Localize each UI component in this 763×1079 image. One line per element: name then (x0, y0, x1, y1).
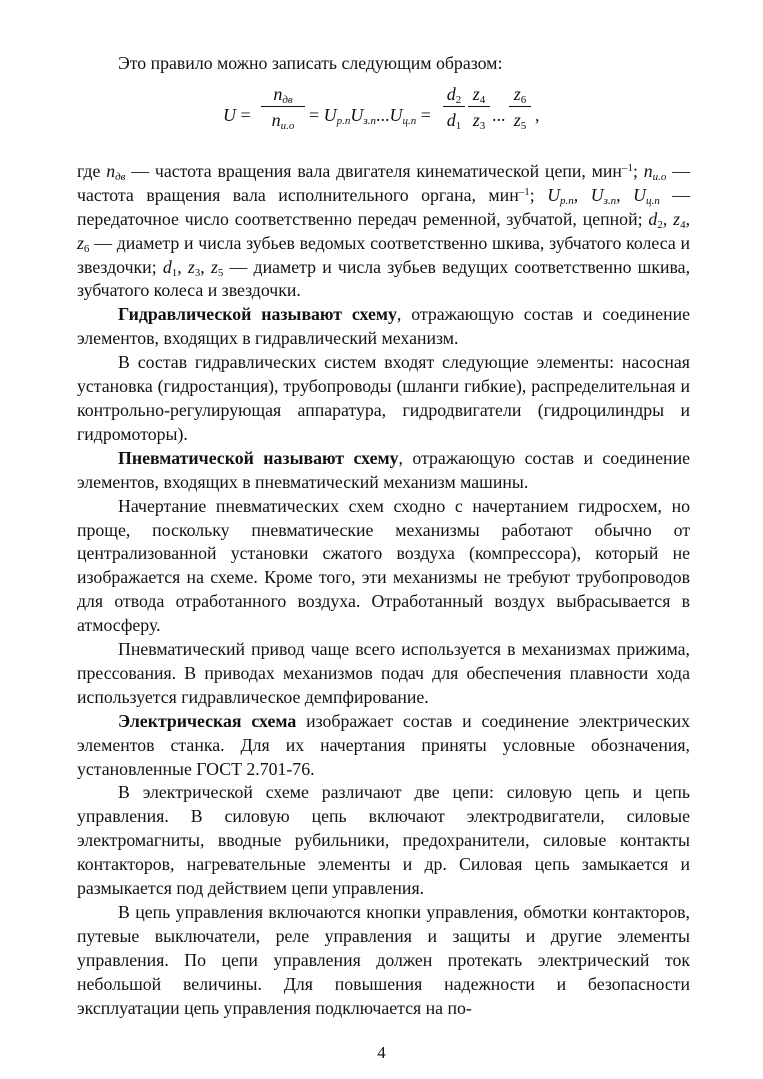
formula-intro: Это правило можно записать следующим образом: (118, 53, 503, 73)
pneumatic-drive: Пневматический привод чаще всего используется в механизмах прижима, прессования. В приводах механизмов подач для обеспечения плавности хода используется гидравлическое демпфирование. (77, 639, 690, 707)
electric-definition: Электрическая схема изображает состав и соединение электрических элементов станка. Для их начертания приняты условные обозначения, установленные ГОСТ 2.701-76. (77, 710, 690, 779)
formula-fraction-d: $d_2$ $d_1$ (443, 84, 465, 130)
electric-circuits: В электрической схеме различают две цепи: силовую цепь и цепь управления. В силовую цепь включают электродвигатели, силовые электромагниты, вводные рубильники, предохранители, силовые контакты контакторов, нагревательные элементы и др. Силовая цепь замыкается и размыкается под действием цепи управления. (77, 782, 690, 899)
page-body (77, 52, 690, 1021)
hydraulic-definition: Гидравлической называют схему, отражающую состав и соединение элементов, входящих в гидравлический механизм. (77, 304, 690, 349)
pneumatic-definition: Пневматической называют схему, отражающую состав и соединение элементов, входящих в пневматический механизм машины. (77, 447, 690, 492)
formula-ratios: = $U_{р.п}U_{з.п}...U_{ц.п}$ = (309, 104, 431, 127)
pneumatic-drawing: Начертание пневматических схем сходно с начертанием гидросхем, но проще, поскольку пневматические механизмы работают обычно от централизованной установки сжатого воздуха (компрессора), который не изображается на схеме. Кроме того, эти механизмы не требуют трубопроводов для отвода отработанного воздуха. Отработанный воздух выбрасывается в атмосферу. (77, 495, 690, 636)
hydraulic-composition: В состав гидравлических систем входят следующие элементы: насосная установка (гидростанция), трубопроводы (шланги гибкие), распределительная и контрольно-регулирующая аппаратура, гидродвигатели (гидроцилиндры и гидромоторы). (77, 352, 690, 444)
formula-dots: ... (492, 104, 506, 125)
gear-ratio-formula (77, 76, 690, 160)
formula-lhs: U = (223, 104, 251, 125)
control-circuit: В цепь управления включаются кнопки управления, обмотки контакторов, путевые выключатели, реле управления и защиты и другие элементы управления. По цепи управления должен протекать электрический ток небольшой величины. Для повышения надежности и безопасности эксплуатации цепь управления подключается на по- (77, 902, 690, 1018)
formula-fraction-z6: $z_6$ $z_5$ (509, 84, 531, 130)
formula-comma: , (535, 104, 540, 125)
page-number: 4 (377, 1043, 386, 1062)
formula-fraction-z4: $z_4$ $z_3$ (468, 84, 490, 130)
formula-fraction-n: $n_{дв}$ $n_{и.о}$ (261, 84, 305, 130)
formula-legend: где $n_{дв}$ — частота вращения вала двигателя кинематической цепи, мин$^{-1}$; $n_{и.о}$ — частота вращения вала исполнительного органа, мин$^{-1}$; $U_{р.п}$, $U_{з.п}$, $U_{ц.п}$ — передаточное число соответственно передач ременной, зубчатой, цепной; $d_2$, $z_4$, $z_6$ — диаметр и числа зубьев ведомых соответственно шкива, зубчатого колеса и звездочки; $d_1$, $z_3$, $z_5$ — диаметр и числа зубьев ведущих соответственно шкива, зубчатого колеса и звездочки. (77, 160, 691, 301)
